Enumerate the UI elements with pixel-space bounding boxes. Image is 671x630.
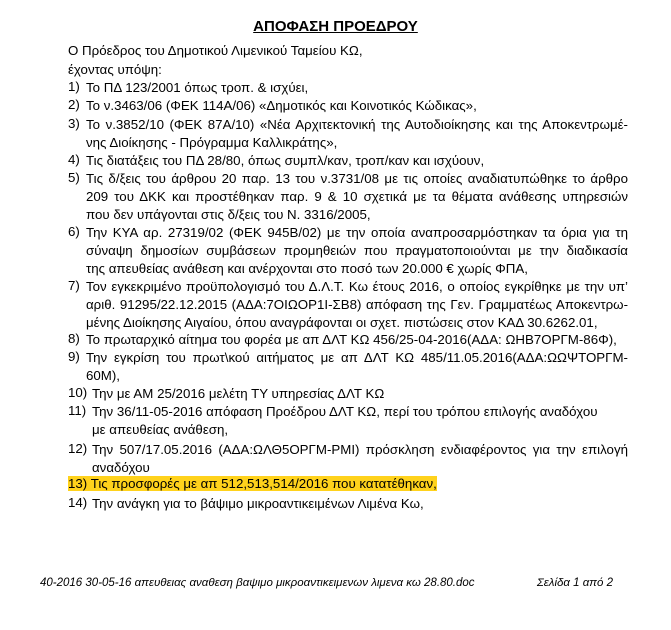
item-line: 60Μ), bbox=[86, 367, 120, 383]
list-item bbox=[68, 152, 628, 170]
highlight-marker bbox=[68, 476, 437, 491]
item-line: Την ανάγκη για το βάψιμο μικροαντικειμένων Λιμένα Κω, bbox=[92, 496, 424, 511]
item-line: Την 507/17.05.2016 (ΑΔΑ:ΩΛΘ5ΟΡΓΜ-ΡΜΙ) πρόσκληση ενδιαφέροντος για την επιλογή bbox=[92, 442, 628, 457]
intro-line: Ο Πρόεδρος του Δημοτικού Λιμενικού Ταμείου ΚΩ, bbox=[68, 43, 363, 58]
list-item bbox=[68, 97, 628, 115]
list-item bbox=[68, 495, 628, 513]
item-number: 3) bbox=[68, 116, 80, 131]
document-title: ΑΠΟΦΑΣΗ ΠΡΟΕΔΡΟΥ bbox=[253, 18, 418, 35]
item-number: 10) bbox=[68, 385, 88, 400]
footer-page-number: Σελίδα 1 από 2 bbox=[536, 577, 613, 589]
item-number: 13) bbox=[68, 476, 88, 491]
list-item bbox=[68, 385, 628, 403]
list-item bbox=[68, 441, 628, 477]
item-line: αριθ. 91295/22.12.2015 (ΑΔΑ:7ΟΙΩΟΡ1Ι-ΣΒ8) απόφαση της Γεν. Γραμματέως Αποκεντρω- bbox=[86, 296, 628, 312]
item-number: 6) bbox=[68, 224, 80, 239]
item-line: 209 του ΔΚΚ και προστέθηκαν παρ. 9 & 10 σχετικά με τα θέματα ανάθεσης υπηρεσιών bbox=[86, 188, 628, 204]
item-line: Την ΚΥΑ αρ. 27319/02 (ΦΕΚ 945Β/02) με την οποία αναπροσαρμόστηκαν τα όρια για τη bbox=[86, 225, 628, 240]
item-line: που δεν υπάγονται στις δ/ξεις του Ν. 3316/2005, bbox=[86, 206, 371, 222]
item-number: 5) bbox=[68, 170, 80, 185]
list-item bbox=[68, 331, 628, 349]
intro-line: έχοντας υπόψη: bbox=[68, 62, 162, 77]
item-number: 8) bbox=[68, 331, 80, 346]
item-line: μένης Διοίκησης Αιγαίου, όπου αναγράφονται οι σχετ. πιστώσεις στον ΚΑΔ 30.6262.01, bbox=[86, 314, 598, 330]
item-number: 9) bbox=[68, 349, 80, 364]
item-number: 1) bbox=[68, 79, 80, 94]
item-number: 7) bbox=[68, 278, 80, 293]
list-item-highlighted bbox=[68, 476, 628, 491]
item-line: της απευθείας ανάθεση και ανέρχονται στο ποσό των 20.000 € χωρίς ΦΠΑ, bbox=[86, 260, 528, 276]
list-item bbox=[68, 403, 628, 439]
item-number: 12) bbox=[68, 441, 88, 456]
item-line: Την με ΑΜ 25/2016 μελέτη ΤΥ υπηρεσίας ΔΛΤ ΚΩ bbox=[92, 386, 385, 401]
item-number: 4) bbox=[68, 152, 80, 167]
item-line: Την 36/11-05-2016 απόφαση Προέδρου ΔΛΤ ΚΩ, περί του τρόπου επιλογής αναδόχου bbox=[92, 404, 598, 419]
item-line: Το ΠΔ 123/2001 όπως τροπ. & ισχύει, bbox=[86, 80, 309, 95]
item-line: αναδόχου bbox=[92, 459, 150, 475]
item-line: Τις δ/ξεις του άρθρου 20 παρ. 13 του ν.3731/08 με τις οποίες αναδιατυπώθηκε το άρθρο bbox=[86, 171, 628, 186]
item-number: 2) bbox=[68, 97, 80, 112]
item-line: Το πρωταρχικό αίτημα του φορέα με απ ΔΛΤ ΚΩ 456/25-04-2016(ΑΔΑ: ΩΗΒ7ΟΡΓΜ-86Φ), bbox=[86, 332, 617, 347]
list-item bbox=[68, 349, 628, 385]
item-number: 14) bbox=[68, 495, 88, 510]
item-line: Τις προσφορές με απ 512,513,514/2016 που κατατέθηκαν, bbox=[90, 476, 437, 491]
item-line: Τις διατάξεις του ΠΔ 28/80, όπως συμπλ/καν, τροπ/καν και ισχύουν, bbox=[86, 153, 485, 168]
item-line: σύναψη δημοσίων συμβάσεων προμηθειών που πραγματοποιούνται με την διαδικασία bbox=[86, 242, 628, 258]
list-item bbox=[68, 278, 628, 331]
item-line: με απευθείας ανάθεση, bbox=[92, 421, 229, 437]
list-item bbox=[68, 170, 628, 223]
list-item bbox=[68, 116, 628, 152]
list-item bbox=[68, 224, 628, 277]
item-line: Τον εγκεκριμένο προϋπολογισμό του Δ.Λ.Τ. Κω έτους 2016, ο οποίος εγκρίθηκε με την υπ’ bbox=[86, 279, 628, 294]
item-line: Το ν.3463/06 (ΦΕΚ 114Α/06) «Δημοτικός και Κοινοτικός Κώδικας», bbox=[86, 98, 477, 113]
list-item bbox=[68, 79, 628, 97]
item-number: 11) bbox=[68, 403, 87, 418]
footer-filename: 40-2016 30-05-16 απευθειας αναθεση βαψιμο μικροαντικειμενων λιμενα κω 28.80.doc bbox=[40, 577, 475, 589]
item-line: Το ν.3852/10 (ΦΕΚ 87Α/10) «Νέα Αρχιτεκτονική της Αυτοδιοίκησης και της Αποκεντρωμέ- bbox=[86, 117, 628, 132]
item-line: Την εγκρίση του πρωτ\κού αιτήματος με απ ΔΛΤ ΚΩ 485/11.05.2016(ΑΔΑ:ΩΩΨΤΟΡΓΜ- bbox=[86, 350, 628, 365]
item-line: νης Διοίκησης - Πρόγραμμα Καλλικράτης», bbox=[86, 134, 338, 150]
